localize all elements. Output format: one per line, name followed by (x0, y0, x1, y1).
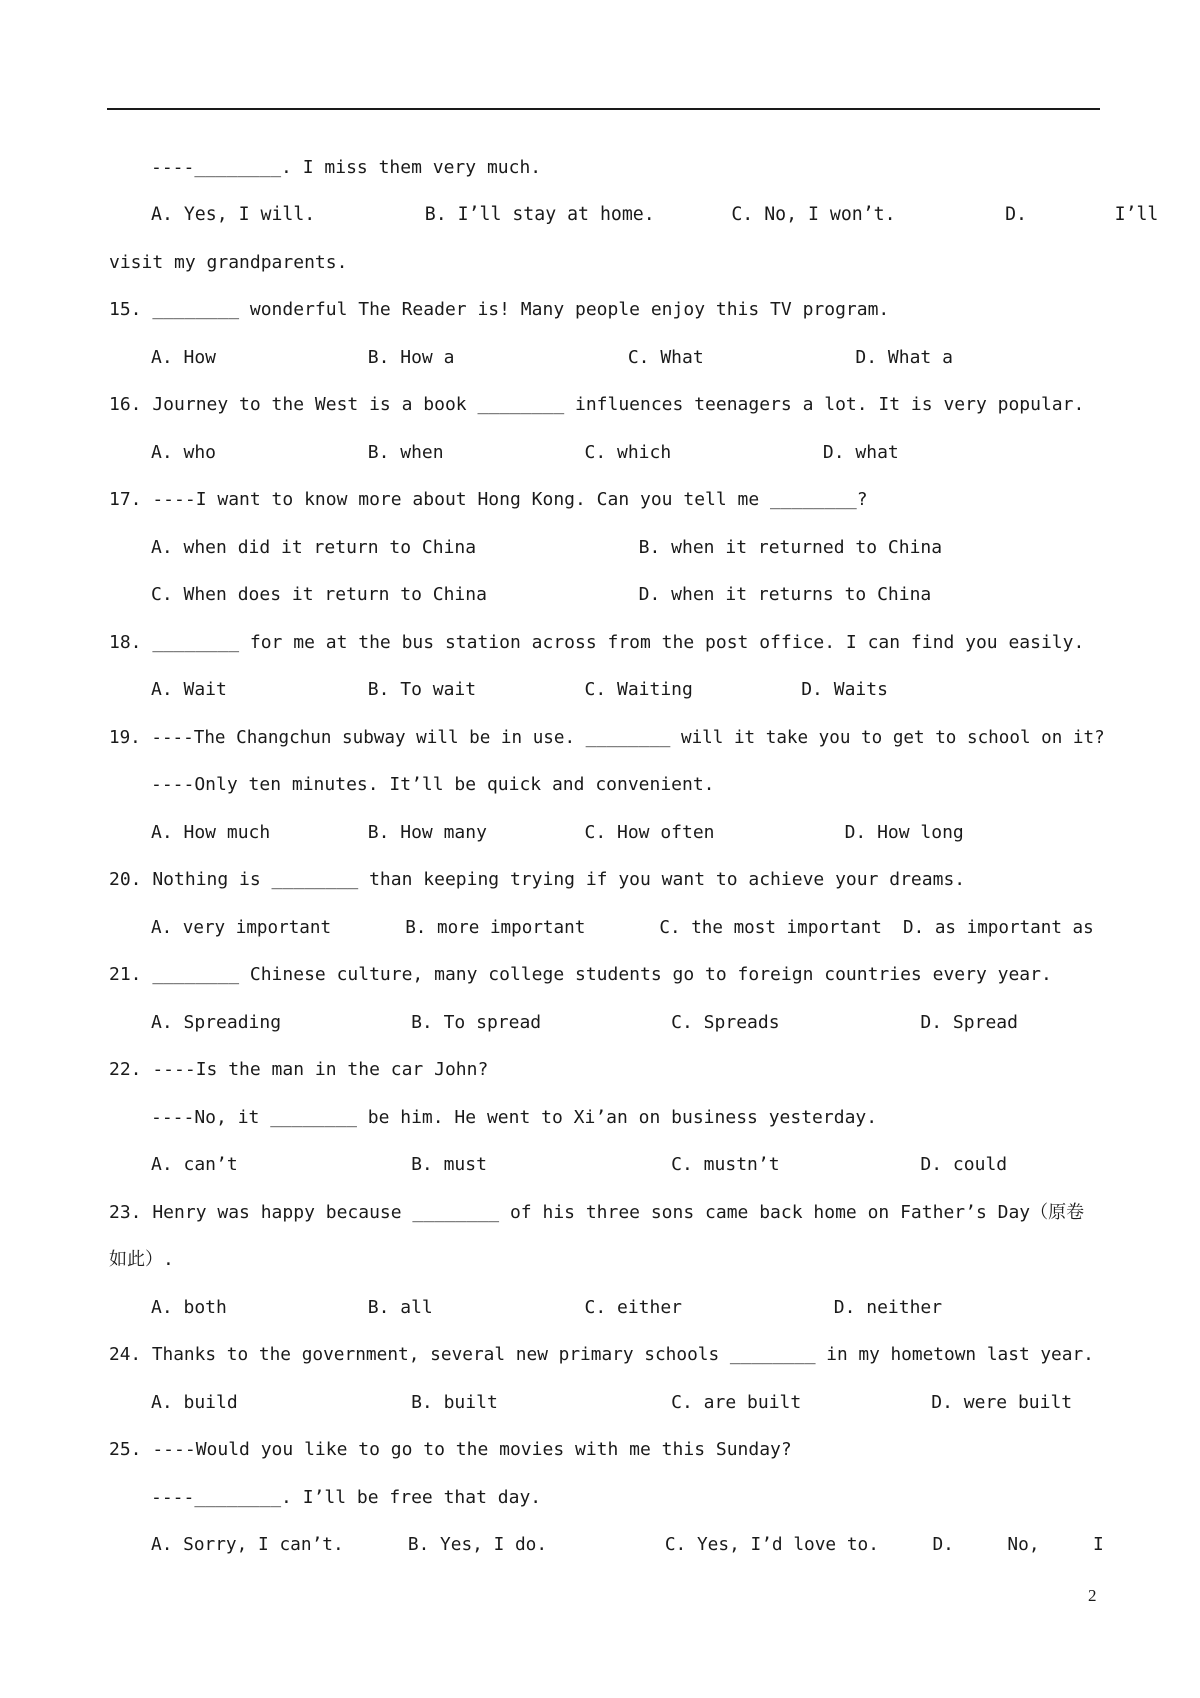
text-line: A. very important B. more important C. the most important D. as important as (151, 918, 1094, 938)
text-line: ----________. I miss them very much. (151, 157, 542, 178)
text-line: 17. ----I want to know more about Hong Kong. Can you tell me ________? (109, 489, 868, 510)
text-line: 16. Journey to the West is a book ________ influences teenagers a lot. It is very popular. (109, 394, 1085, 415)
header-rule (107, 108, 1100, 110)
text-line: 15. ________ wonderful The Reader is! Many people enjoy this TV program. (109, 299, 890, 320)
text-line: 21. ________ Chinese culture, many college students go to foreign countries every year. (109, 964, 1052, 985)
text-line: A. can’t B. must C. mustn’t D. could (151, 1154, 1008, 1175)
text-line: 如此）. (109, 1249, 174, 1270)
text-line: A. who B. when C. which D. what (151, 442, 899, 463)
text-line: ----________. I’ll be free that day. (151, 1487, 542, 1508)
text-line: A. build B. built C. are built D. were built (151, 1392, 1073, 1413)
text-line: A. How B. How a C. What D. What a (151, 347, 953, 368)
text-line: A. both B. all C. either D. neither (151, 1297, 943, 1318)
text-line: A. How much B. How many C. How often D. How long (151, 822, 964, 843)
text-line: C. When does it return to China D. when it returns to China (151, 584, 932, 605)
text-line: 20. Nothing is ________ than keeping trying if you want to achieve your dreams. (109, 869, 966, 890)
text-line: 22. ----Is the man in the car John? (109, 1059, 489, 1080)
page-number: 2 (1088, 1586, 1097, 1605)
text-line: 24. Thanks to the government, several new primary schools ________ in my hometown last year. (109, 1344, 1094, 1365)
text-line: 19. ----The Changchun subway will be in use. ________ will it take you to get to school on it? (109, 728, 1105, 748)
text-line: A. when did it return to China B. when it returned to China (151, 537, 943, 558)
text-line: visit my grandparents. (109, 252, 348, 273)
text-line: ----No, it ________ be him. He went to Xi’an on business yesterday. (151, 1107, 878, 1128)
text-line: A. Yes, I will. B. I’ll stay at home. C. No, I won’t. D. I’ll (151, 204, 1159, 225)
text-line: A. Wait B. To wait C. Waiting D. Waits (151, 679, 888, 700)
text-line: ----Only ten minutes. It’ll be quick and convenient. (151, 774, 715, 795)
text-line: A. Sorry, I can’t. B. Yes, I do. C. Yes, I’d love to. D. No, I (151, 1534, 1104, 1555)
text-line: 25. ----Would you like to go to the movies with me this Sunday? (109, 1439, 792, 1460)
text-line: A. Spreading B. To spread C. Spreads D. Spread (151, 1012, 1018, 1033)
text-line: 18. ________ for me at the bus station across from the post office. I can find you easily. (109, 632, 1085, 653)
text-line: 23. Henry was happy because ________ of his three sons came back home on Father’s Day（原卷 (109, 1202, 1085, 1223)
